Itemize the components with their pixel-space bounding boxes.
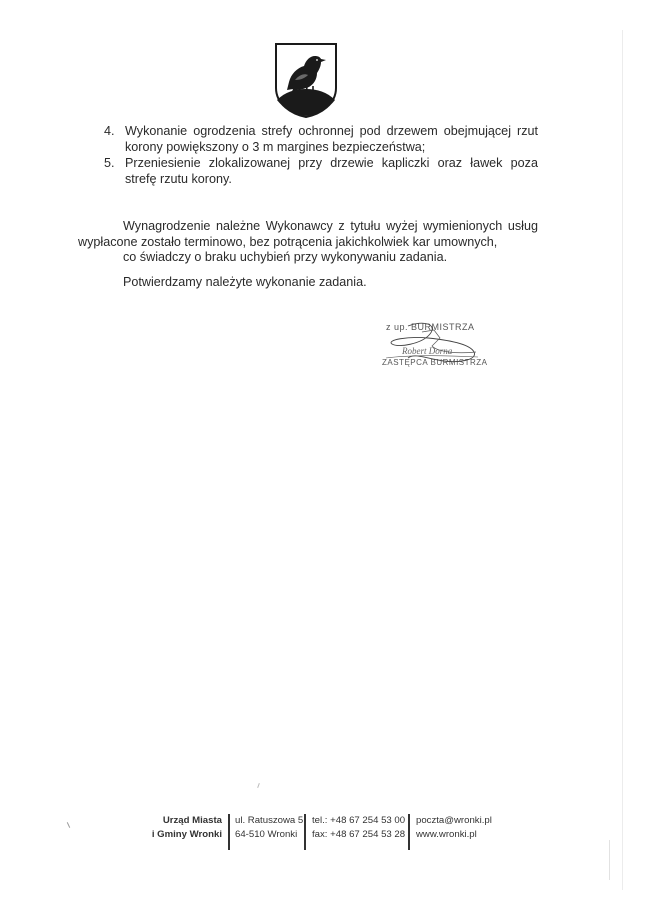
- footer-divider: [228, 814, 230, 850]
- list-item-text: Przeniesienie zlokalizowanej przy drzewie kapliczki oraz ławek poza strefę rzutu korony.: [125, 156, 538, 186]
- footer-phone: [312, 814, 405, 842]
- footer-tel: tel.: +48 67 254 53 00: [312, 815, 406, 826]
- scan-edge-line: [622, 30, 623, 890]
- footer-contact: [416, 814, 492, 842]
- confirmation-paragraph: Potwierdzamy należyte wykonanie zadania.: [123, 275, 367, 289]
- letterhead-footer: [150, 814, 510, 854]
- list-item-number: 5.: [104, 156, 115, 171]
- footer-fax: fax: +48 67 254 53 28: [312, 829, 406, 840]
- list-item-number: 4.: [104, 124, 115, 138]
- footer-address: [235, 814, 303, 842]
- footer-website: www.wronki.pl: [416, 829, 477, 840]
- list-item: [104, 156, 538, 187]
- payment-paragraph-text: Wynagrodzenie należne Wykonawcy z tytułu wyżej wymienionych usług wypłacone zostało terminowo, bez potrącenia jakichkolwiek kar umownych,: [78, 219, 538, 249]
- payment-paragraph-last-line: co świadczy o braku uchybień przy wykonywaniu zadania.: [123, 250, 448, 265]
- footer-org-line-1: Urząd Miasta: [162, 815, 222, 826]
- footer-org-line-2: i Gminy Wronki: [151, 829, 222, 840]
- stamp-name: Robert Dorna: [402, 346, 453, 356]
- stamp-authorization-line: z up. BURMISTRZA: [386, 322, 475, 332]
- signature-stamp: [378, 318, 508, 374]
- task-list: [104, 124, 538, 188]
- footer-email: poczta@wronki.pl: [416, 815, 492, 826]
- handwritten-signature: [378, 318, 508, 374]
- footer-divider: [408, 814, 410, 850]
- scan-speck: [609, 840, 610, 880]
- coat-of-arms-crow-icon: [273, 42, 339, 118]
- list-item: [104, 124, 538, 155]
- footer-address-line-2: 64-510 Wronki: [235, 829, 298, 840]
- footer-divider: [304, 814, 306, 850]
- scan-speck: [67, 822, 70, 828]
- stamp-title: ZASTĘPCA BURMISTRZA: [382, 358, 488, 367]
- payment-paragraph: [78, 219, 538, 266]
- scan-speck: [257, 783, 260, 788]
- list-item-text: Wykonanie ogrodzenia strefy ochronnej pod drzewem obejmującej rzut korony powiększony o 3 m margines bezpieczeństwa;: [125, 124, 538, 154]
- footer-organization: [150, 814, 222, 842]
- footer-address-line-1: ul. Ratuszowa 5: [235, 815, 304, 826]
